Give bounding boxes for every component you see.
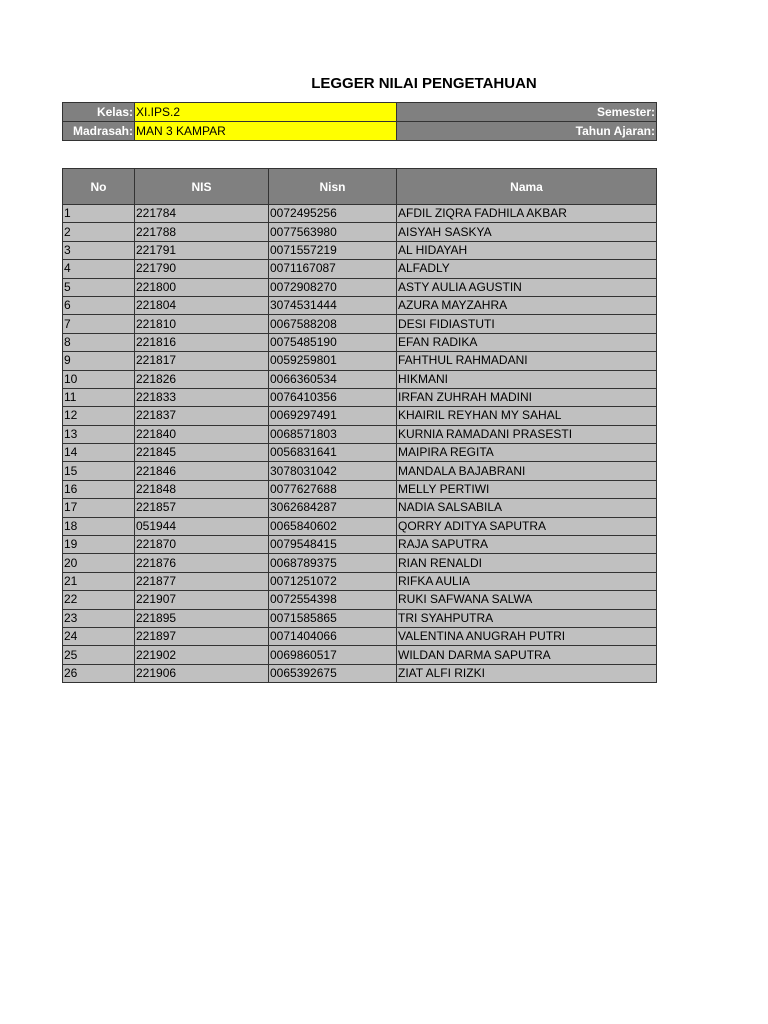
cell-nisn[interactable]: 0071585865 [269, 609, 397, 627]
cell-nisn[interactable]: 0069297491 [269, 407, 397, 425]
cell-nis[interactable]: 221897 [135, 627, 269, 645]
table-row [63, 260, 657, 278]
cell-no[interactable]: 1 [63, 205, 135, 223]
table-row [63, 664, 657, 682]
madrasah-row [63, 122, 657, 141]
page-title: LEGGER NILAI PENGETAHUAN [311, 75, 537, 92]
cell-no[interactable]: 17 [63, 499, 135, 517]
table-row [63, 462, 657, 480]
cell-nis[interactable]: 051944 [135, 517, 269, 535]
student-table [62, 168, 657, 683]
cell-nis[interactable]: 221906 [135, 664, 269, 682]
cell-nis[interactable]: 221876 [135, 554, 269, 572]
cell-nama[interactable]: KURNIA RAMADANI PRASESTI [397, 425, 657, 443]
cell-nis[interactable]: 221800 [135, 278, 269, 296]
table-row [63, 499, 657, 517]
column-header-nis: NIS [135, 169, 269, 205]
cell-nama[interactable]: MANDALA BAJABRANI [397, 462, 657, 480]
cell-nisn[interactable]: 0071557219 [269, 241, 397, 259]
semester-label: Semester: [397, 103, 657, 122]
cell-nisn[interactable]: 3062684287 [269, 499, 397, 517]
cell-no[interactable]: 4 [63, 260, 135, 278]
cell-no[interactable]: 25 [63, 646, 135, 664]
cell-nisn[interactable]: 0072908270 [269, 278, 397, 296]
cell-nisn[interactable]: 0072554398 [269, 591, 397, 609]
kelas-label: Kelas: [63, 103, 135, 122]
cell-nama[interactable]: AL HIDAYAH [397, 241, 657, 259]
cell-no[interactable]: 3 [63, 241, 135, 259]
cell-no[interactable]: 26 [63, 664, 135, 682]
table-row [63, 296, 657, 314]
cell-nis[interactable]: 221848 [135, 480, 269, 498]
table-row [63, 407, 657, 425]
cell-nisn[interactable]: 0056831641 [269, 444, 397, 462]
column-header-nama: Nama [397, 169, 657, 205]
madrasah-value-cell[interactable]: MAN 3 KAMPAR [135, 122, 397, 141]
table-row [63, 480, 657, 498]
cell-nama[interactable]: RUKI SAFWANA SALWA [397, 591, 657, 609]
cell-nama[interactable]: RAJA SAPUTRA [397, 536, 657, 554]
column-header-no: No [63, 169, 135, 205]
table-row [63, 554, 657, 572]
table-row [63, 517, 657, 535]
cell-nama[interactable]: RIAN RENALDI [397, 554, 657, 572]
cell-nama[interactable]: WILDAN DARMA SAPUTRA [397, 646, 657, 664]
table-row [63, 278, 657, 296]
cell-nis[interactable]: 221816 [135, 333, 269, 351]
cell-nama[interactable]: ALFADLY [397, 260, 657, 278]
cell-nis[interactable]: 221817 [135, 352, 269, 370]
cell-nis[interactable]: 221840 [135, 425, 269, 443]
cell-nama[interactable]: AZURA MAYZAHRA [397, 296, 657, 314]
cell-no[interactable]: 10 [63, 370, 135, 388]
cell-nis[interactable]: 221877 [135, 572, 269, 590]
cell-nama[interactable]: DESI FIDIASTUTI [397, 315, 657, 333]
cell-nis[interactable]: 221902 [135, 646, 269, 664]
table-row [63, 223, 657, 241]
cell-nama[interactable]: RIFKA AULIA [397, 572, 657, 590]
cell-nis[interactable]: 221846 [135, 462, 269, 480]
cell-nisn[interactable]: 0066360534 [269, 370, 397, 388]
cell-nisn[interactable]: 0068789375 [269, 554, 397, 572]
cell-nama[interactable]: KHAIRIL REYHAN MY SAHAL [397, 407, 657, 425]
cell-no[interactable]: 18 [63, 517, 135, 535]
kelas-row [63, 103, 657, 122]
cell-nis[interactable]: 221826 [135, 370, 269, 388]
table-row [63, 646, 657, 664]
table-header-row [63, 169, 657, 205]
cell-nis[interactable]: 221788 [135, 223, 269, 241]
cell-no[interactable]: 12 [63, 407, 135, 425]
cell-nama[interactable]: HIKMANI [397, 370, 657, 388]
cell-nis[interactable]: 221907 [135, 591, 269, 609]
cell-nisn[interactable]: 0067588208 [269, 315, 397, 333]
cell-nisn[interactable]: 0076410356 [269, 388, 397, 406]
cell-nama[interactable]: AISYAH SASKYA [397, 223, 657, 241]
cell-nama[interactable]: IRFAN ZUHRAH MADINI [397, 388, 657, 406]
cell-no[interactable]: 16 [63, 480, 135, 498]
cell-nis[interactable]: 221790 [135, 260, 269, 278]
cell-no[interactable]: 2 [63, 223, 135, 241]
cell-no[interactable]: 5 [63, 278, 135, 296]
cell-nis[interactable]: 221791 [135, 241, 269, 259]
cell-nisn[interactable]: 0065392675 [269, 664, 397, 682]
cell-nisn[interactable]: 0071404066 [269, 627, 397, 645]
table-row [63, 388, 657, 406]
header-info-table [62, 102, 657, 141]
cell-no[interactable]: 6 [63, 296, 135, 314]
madrasah-label: Madrasah: [63, 122, 135, 141]
cell-nama[interactable]: NADIA SALSABILA [397, 499, 657, 517]
cell-nisn[interactable]: 3078031042 [269, 462, 397, 480]
table-row [63, 444, 657, 462]
cell-nama[interactable]: VALENTINA ANUGRAH PUTRI [397, 627, 657, 645]
cell-nisn[interactable]: 0077627688 [269, 480, 397, 498]
cell-nisn[interactable]: 0065840602 [269, 517, 397, 535]
cell-no[interactable]: 23 [63, 609, 135, 627]
table-row [63, 241, 657, 259]
table-row [63, 591, 657, 609]
table-row [63, 315, 657, 333]
table-row [63, 627, 657, 645]
cell-nis[interactable]: 221845 [135, 444, 269, 462]
cell-nama[interactable]: MELLY PERTIWI [397, 480, 657, 498]
tahun-ajaran-label: Tahun Ajaran: [397, 122, 657, 141]
cell-no[interactable]: 14 [63, 444, 135, 462]
cell-nisn[interactable]: 0059259801 [269, 352, 397, 370]
cell-nisn[interactable]: 0069860517 [269, 646, 397, 664]
cell-nama[interactable]: TRI SYAHPUTRA [397, 609, 657, 627]
cell-no[interactable]: 24 [63, 627, 135, 645]
cell-no[interactable]: 15 [63, 462, 135, 480]
kelas-value-cell[interactable]: XI.IPS.2 [135, 103, 397, 122]
cell-nis[interactable]: 221810 [135, 315, 269, 333]
cell-nisn[interactable]: 0077563980 [269, 223, 397, 241]
table-body [63, 205, 657, 683]
table-row [63, 425, 657, 443]
cell-no[interactable]: 9 [63, 352, 135, 370]
cell-nisn[interactable]: 3074531444 [269, 296, 397, 314]
table-row [63, 333, 657, 351]
cell-nisn[interactable]: 0079548415 [269, 536, 397, 554]
table-row [63, 352, 657, 370]
cell-nama[interactable]: ASTY AULIA AGUSTIN [397, 278, 657, 296]
table-row [63, 370, 657, 388]
table-row [63, 572, 657, 590]
cell-nama[interactable]: FAHTHUL RAHMADANI [397, 352, 657, 370]
cell-no[interactable]: 21 [63, 572, 135, 590]
cell-nis[interactable]: 221870 [135, 536, 269, 554]
cell-nama[interactable]: MAIPIRA REGITA [397, 444, 657, 462]
cell-nisn[interactable]: 0071167087 [269, 260, 397, 278]
table-row [63, 205, 657, 223]
cell-nisn[interactable]: 0072495256 [269, 205, 397, 223]
table-row [63, 609, 657, 627]
table-row [63, 536, 657, 554]
cell-no[interactable]: 22 [63, 591, 135, 609]
cell-nama[interactable]: ZIAT ALFI RIZKI [397, 664, 657, 682]
cell-no[interactable]: 19 [63, 536, 135, 554]
cell-nama[interactable]: EFAN RADIKA [397, 333, 657, 351]
cell-nama[interactable]: QORRY ADITYA SAPUTRA [397, 517, 657, 535]
cell-no[interactable]: 13 [63, 425, 135, 443]
column-header-nisn: Nisn [269, 169, 397, 205]
cell-no[interactable]: 8 [63, 333, 135, 351]
cell-nisn[interactable]: 0071251072 [269, 572, 397, 590]
cell-nis[interactable]: 221837 [135, 407, 269, 425]
cell-nis[interactable]: 221857 [135, 499, 269, 517]
cell-nis[interactable]: 221895 [135, 609, 269, 627]
cell-no[interactable]: 11 [63, 388, 135, 406]
cell-nis[interactable]: 221804 [135, 296, 269, 314]
cell-nama[interactable]: AFDIL ZIQRA FADHILA AKBAR [397, 205, 657, 223]
cell-nis[interactable]: 221784 [135, 205, 269, 223]
cell-nis[interactable]: 221833 [135, 388, 269, 406]
cell-nisn[interactable]: 0068571803 [269, 425, 397, 443]
cell-nisn[interactable]: 0075485190 [269, 333, 397, 351]
cell-no[interactable]: 7 [63, 315, 135, 333]
cell-no[interactable]: 20 [63, 554, 135, 572]
